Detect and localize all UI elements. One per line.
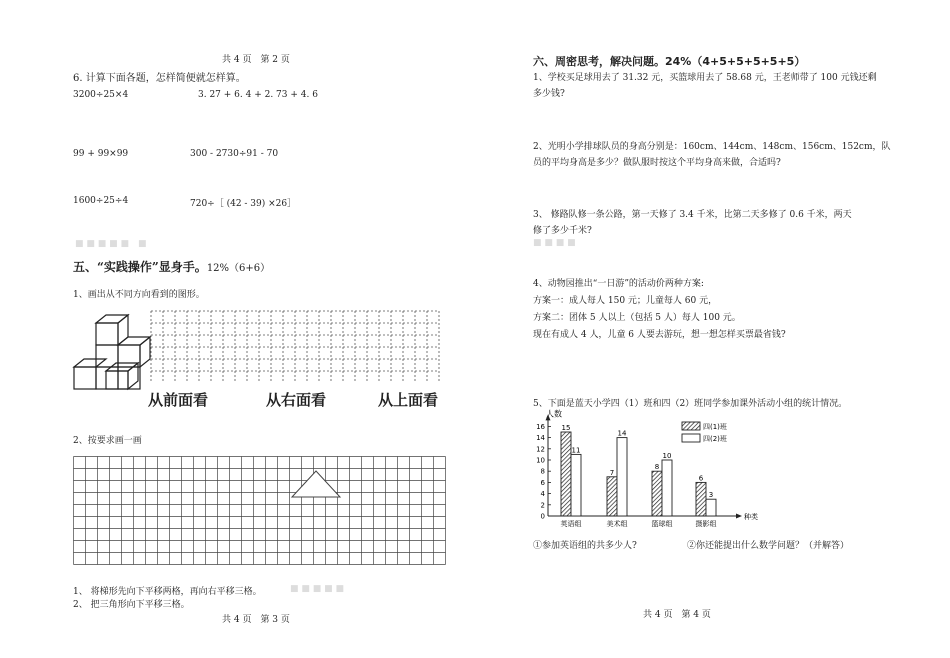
- bar-class1: [561, 432, 571, 516]
- cube-figure: [72, 313, 152, 393]
- q2-label: 2、按要求画一画: [73, 436, 142, 446]
- problem2-line2: 员的平均身高是多少？做队服时按这个平均身高来做，合适吗?: [533, 158, 781, 168]
- y-tick-label: 2: [540, 501, 545, 510]
- category-label: 篮球组: [651, 520, 673, 528]
- page-header-left: 共 4 页 第 2 页: [222, 55, 290, 65]
- bar-class2: [706, 499, 716, 516]
- problem4-line2: 方案一：成人每人 150 元；儿童每人 60 元，: [533, 296, 718, 306]
- problem4-line1: 4、动物园推出“一日游”的活动价两种方案:: [533, 279, 704, 289]
- bar-class2: [617, 438, 627, 516]
- bar-value-label: 6: [698, 474, 704, 483]
- bar-value-label: 7: [609, 468, 615, 477]
- category-label: 摄影组: [695, 520, 717, 528]
- legend-label: 四(2)班: [703, 435, 727, 443]
- problem3-line1: 3、 修路队修一条公路，第一天修了 3.4 千米，比第二天多修了 0.6 千米，两天: [533, 210, 852, 220]
- bar-class2: [571, 454, 581, 516]
- y-tick-label: 6: [540, 478, 545, 487]
- subquestion-2: ②你还能提出什么数学问题？（并解答）: [687, 541, 850, 551]
- bar-class1: [696, 482, 706, 516]
- bar-value-label: 10: [662, 452, 672, 460]
- y-axis-label: 人数: [546, 409, 562, 419]
- bar-class2: [662, 460, 672, 516]
- calc-2a: 99 + 99×99: [73, 149, 129, 159]
- problem3-line2: 修了多少千米?: [533, 226, 592, 236]
- triangle-shape: [292, 471, 340, 497]
- bar-value-label: 15: [561, 424, 571, 432]
- page-footer-right: 共 4 页 第 4 页: [643, 610, 711, 620]
- faint-mark: ■ ■ ■ ■: [533, 238, 576, 248]
- view-label-front: 从前面看: [148, 391, 209, 409]
- calc-1a: 3200÷25×4: [73, 90, 129, 100]
- bar-value-label: 3: [708, 491, 714, 500]
- legend-swatch: [682, 434, 700, 442]
- bar-class1: [607, 477, 617, 516]
- page-footer-left: 共 4 页 第 3 页: [222, 615, 290, 625]
- calc-2b: 300 - 2730÷91 - 70: [190, 149, 279, 159]
- calc-3b: 720÷［ (42 - 39) ×26］: [190, 199, 297, 209]
- q1-label: 1、画出从不同方向看到的图形。: [73, 290, 205, 300]
- problem2-line1: 2、光明小学排球队员的身高分别是：160cm、144cm、148cm、156cm、152cm，队: [533, 142, 891, 152]
- bar-value-label: 11: [571, 446, 581, 455]
- q6-title: 6. 计算下面各题，怎样简便就怎样算。: [73, 73, 246, 84]
- bar-value-label: 8: [654, 463, 660, 472]
- y-tick-label: 10: [536, 456, 545, 465]
- instruction-2: 2、 把三角形向下平移三格。: [73, 600, 190, 610]
- section5-score: 12%（6+6）: [206, 263, 271, 274]
- y-tick-label: 16: [536, 422, 545, 431]
- y-tick-label: 4: [540, 490, 545, 499]
- faint-mark: ■ ■ ■ ■ ■ ■: [75, 239, 147, 249]
- y-tick-label: 8: [540, 467, 545, 476]
- category-label: 英语组: [560, 520, 582, 528]
- problem4-line3: 方案二：团体 5 人以上（包括 5 人）每人 100 元。: [533, 313, 741, 323]
- problem4-line4: 现在有成人 4 人，儿童 6 人要去游玩，想一想怎样买票最省钱?: [533, 330, 786, 340]
- square-grid: [73, 456, 447, 568]
- bar-class1: [652, 471, 662, 516]
- view-label-top: 从上面看: [378, 391, 439, 409]
- category-label: 美术组: [606, 520, 628, 528]
- legend-label: 四(1)班: [703, 423, 727, 431]
- problem5-line1: 5、下面是蓝天小学四（1）班和四（2）班同学参加课外活动小组的统计情况。: [533, 399, 848, 409]
- calc-3a: 1600÷25÷4: [73, 196, 129, 206]
- section6-title: 六、周密思考，解决问题。24%（4+5+5+5+5+5）: [533, 55, 806, 68]
- faint-mark: ■ ■ ■ ■ ■: [290, 584, 344, 594]
- y-tick-label: 12: [536, 445, 545, 454]
- x-axis-arrow: [736, 514, 742, 519]
- subquestion-1: ①参加英语组的共多少人?: [533, 541, 637, 551]
- y-tick-label: 0: [540, 512, 545, 521]
- dashed-drawing-grid: [150, 310, 442, 382]
- section5-title-text: 五、“实践操作”显身手。: [73, 260, 207, 274]
- view-label-right: 从右面看: [266, 391, 327, 409]
- calc-1b: 3. 27 + 6. 4 + 2. 73 + 4. 6: [198, 90, 318, 100]
- activity-bar-chart: [530, 408, 765, 533]
- bar-value-label: 14: [617, 429, 627, 438]
- y-tick-label: 14: [536, 434, 545, 443]
- x-axis-label: 种类: [744, 513, 758, 521]
- section5-title: [73, 258, 270, 275]
- instruction-1: 1、 将梯形先向下平移两格，再向右平移三格。: [73, 587, 262, 597]
- problem1-line1: 1、学校买足球用去了 31.32 元，买篮球用去了 58.68 元，王老师带了 100 元钱还剩: [533, 73, 877, 83]
- problem1-line2: 多少钱?: [533, 89, 565, 99]
- legend-swatch: [682, 422, 700, 430]
